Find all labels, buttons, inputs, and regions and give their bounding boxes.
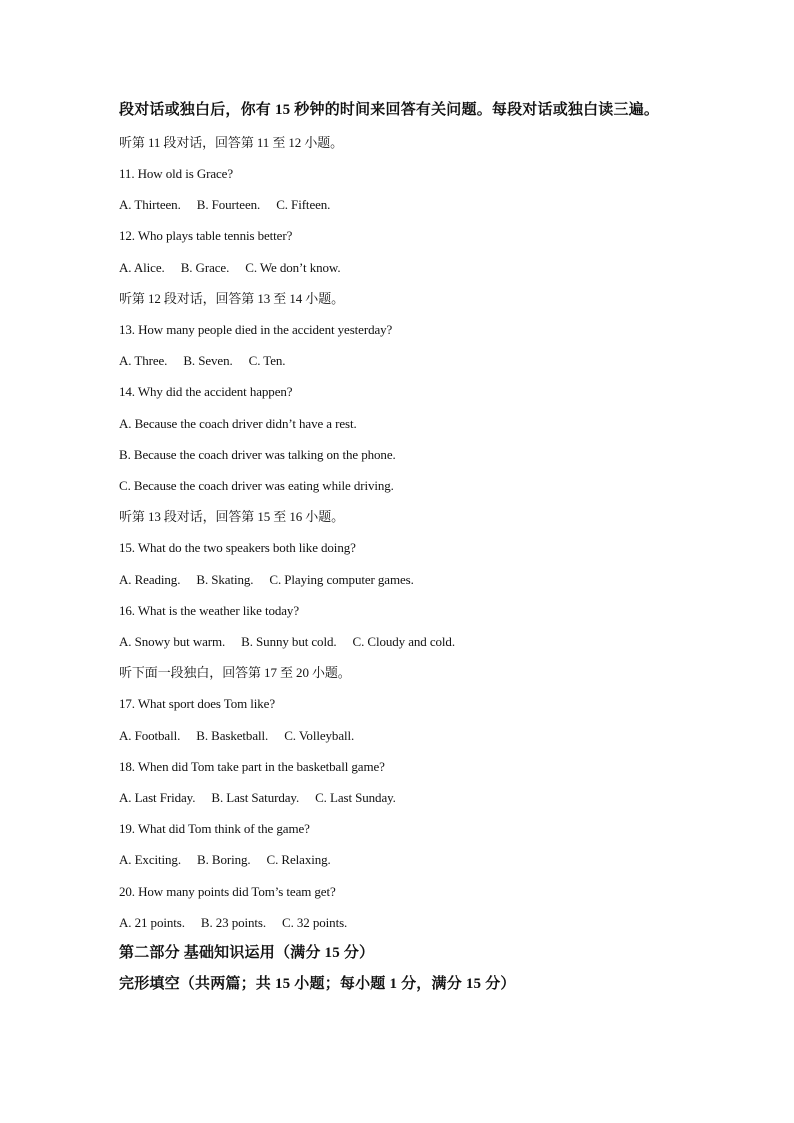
option-c: C. Playing computer games. bbox=[269, 572, 414, 587]
option-c: C. Cloudy and cold. bbox=[352, 634, 455, 649]
question-20: 20. How many points did Tom’s team get? bbox=[119, 884, 336, 899]
options-q20 bbox=[119, 914, 347, 932]
question-19: 19. What did Tom think of the game? bbox=[119, 821, 310, 836]
question-11: 11. How old is Grace? bbox=[119, 166, 234, 181]
option-a: A. Exciting. bbox=[119, 852, 181, 867]
option-b: B. 23 points. bbox=[200, 915, 267, 930]
options-q13 bbox=[119, 352, 285, 370]
options-q12 bbox=[119, 259, 341, 277]
option-a: A. Football. bbox=[119, 728, 181, 743]
options-q11 bbox=[119, 196, 330, 214]
part-two-heading: 第二部分 基础知识运用（满分 15 分） bbox=[119, 945, 375, 961]
question-12: 12. Who plays table tennis better? bbox=[119, 228, 293, 243]
options-q15 bbox=[119, 571, 414, 589]
q14-option-a: A. Because the coach driver didn’t have a rest. bbox=[119, 416, 357, 431]
options-q17 bbox=[119, 727, 354, 745]
option-b: B. Sunny but cold. bbox=[241, 634, 337, 649]
option-c: C. Volleyball. bbox=[284, 728, 355, 743]
option-b: B. Fourteen. bbox=[196, 197, 261, 212]
option-c: C. 32 points. bbox=[282, 915, 348, 930]
instruction-text: 段对话或独白后，你有 15 秒钟的时间来回答有关问题。每段对话或独白读三遍。 bbox=[119, 102, 660, 118]
cloze-heading: 完形填空（共两篇；共 15 小题；每小题 1 分，满分 15 分） bbox=[119, 976, 516, 992]
option-b: B. Grace. bbox=[180, 260, 230, 275]
section-heading-dialogue-13: 听第 13 段对话，回答第 15 至 16 小题。 bbox=[119, 509, 345, 524]
option-b: B. Seven. bbox=[183, 353, 233, 368]
question-18: 18. When did Tom take part in the basketball game? bbox=[119, 759, 385, 774]
question-15: 15. What do the two speakers both like doing? bbox=[119, 540, 356, 555]
option-c: C. Relaxing. bbox=[266, 852, 331, 867]
option-a: A. Alice. bbox=[119, 260, 165, 275]
option-a: A. Thirteen. bbox=[119, 197, 181, 212]
option-a: A. Reading. bbox=[119, 572, 181, 587]
option-a: A. 21 points. bbox=[119, 915, 185, 930]
option-b: B. Last Saturday. bbox=[211, 790, 300, 805]
options-q19 bbox=[119, 851, 331, 869]
option-c: C. Fifteen. bbox=[276, 197, 331, 212]
section-heading-dialogue-12: 听第 12 段对话，回答第 13 至 14 小题。 bbox=[119, 291, 345, 306]
option-a: A. Last Friday. bbox=[119, 790, 196, 805]
options-q16 bbox=[119, 633, 455, 651]
option-b: B. Basketball. bbox=[196, 728, 269, 743]
question-13: 13. How many people died in the accident yesterday? bbox=[119, 322, 393, 337]
section-heading-monologue: 听下面一段独白，回答第 17 至 20 小题。 bbox=[119, 665, 351, 680]
option-b: B. Skating. bbox=[196, 572, 254, 587]
option-c: C. We don’t know. bbox=[245, 260, 341, 275]
options-q18 bbox=[119, 789, 396, 807]
option-b: B. Boring. bbox=[197, 852, 251, 867]
question-14: 14. Why did the accident happen? bbox=[119, 384, 293, 399]
option-c: C. Last Sunday. bbox=[315, 790, 396, 805]
q14-option-c: C. Because the coach driver was eating while driving. bbox=[119, 478, 394, 493]
option-a: A. Three. bbox=[119, 353, 168, 368]
option-c: C. Ten. bbox=[248, 353, 286, 368]
question-17: 17. What sport does Tom like? bbox=[119, 696, 276, 711]
question-16: 16. What is the weather like today? bbox=[119, 603, 300, 618]
option-a: A. Snowy but warm. bbox=[119, 634, 226, 649]
section-heading-dialogue-11: 听第 11 段对话，回答第 11 至 12 小题。 bbox=[119, 135, 344, 150]
q14-option-b: B. Because the coach driver was talking on the phone. bbox=[119, 447, 396, 462]
